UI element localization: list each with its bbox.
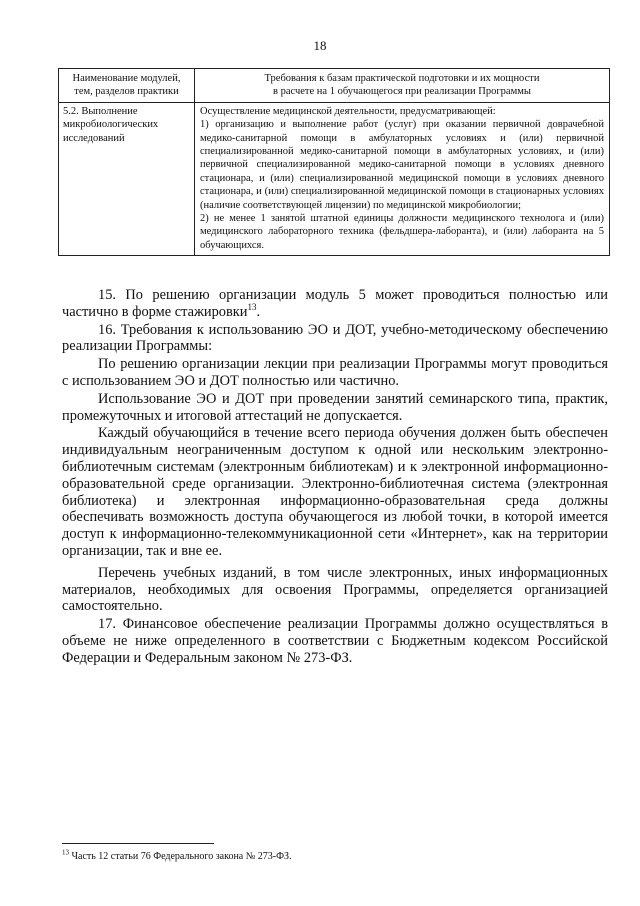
footnote-ref-13[interactable]: 13: [247, 302, 257, 312]
table-row: [59, 102, 610, 255]
paragraph-16: 16. Требования к использованию ЭО и ДОТ, учебно-методическому обеспечению реализации Программы:: [62, 321, 608, 355]
paragraph-list: Перечень учебных изданий, в том числе электронных, иных информационных материалов, необходимых для освоения Программы, определяется организацией самостоятельно.: [62, 564, 608, 615]
header-requirements-line2: в расчете на 1 обучающегося при реализации Программы: [273, 86, 531, 98]
paragraph-seminars: Использование ЭО и ДОТ при проведении занятий семинарского типа, практик, промежуточных и итоговой аттестаций не допускается.: [62, 390, 608, 424]
footnote-divider: [62, 843, 214, 844]
paragraph-access: Каждый обучающийся в течение всего периода обучения должен быть обеспечен индивидуальным неограниченным доступом к одной или нескольким электронно-библиотечным системам (электронным библиотекам) и к электронной информационно-образовательной среде организации. Электронно-библиотечная система (электронная библиотека) и электронная информационно-образовательная среда должны обеспечивать возможность доступа обучающегося из любой точки, в которой имеется доступ к информационно-телекоммуникационной сети «Интернет», как на территории организации, так и вне ее.: [62, 425, 608, 559]
requirements-table: [58, 68, 610, 256]
footnote-text: Часть 12 статьи 76 Федерального закона № 273-ФЗ.: [69, 851, 292, 862]
header-requirements: [195, 69, 610, 103]
module-cell: 5.2. Выполнение микробиологических исследований: [59, 102, 195, 255]
paragraph-15: [62, 287, 608, 321]
page-number: 18: [313, 38, 327, 53]
table-header-row: [59, 69, 610, 103]
footnote: [62, 848, 608, 862]
requirements-intro: Осуществление медицинской деятельности, предусматривающей:: [200, 105, 496, 117]
paragraph-15-text: 15. По решению организации модуль 5 может проводиться полностью или частично в форме стажировки: [62, 287, 608, 320]
body-text: [62, 287, 608, 667]
requirements-item-1: 1) организацию и выполнение работ (услуг) при оказании первичной доврачебной медико-санитарной помощи в амбулаторных условиях и (или) первичной специализированной медико-санитарной помощи в амбулаторных условиях, и (или) первичной специализированной медико-санитарной помощи в условиях дневного стационара, и (или) специализированной медицинской помощи в условиях дневного стационара, и (или) специализированной медицинской помощи в стационарных условиях (наличие соответствующей лицензии) по медицинской микробиологии;: [200, 119, 604, 211]
header-module-name: Наименование модулей, тем, разделов практики: [59, 69, 195, 103]
requirements-cell: [195, 102, 610, 255]
requirements-item-2: 2) не менее 1 занятой штатной единицы должности медицинского технолога и (или) медицинского лабораторного техника (фельдшера-лаборанта), и (или) лаборанта на 5 обучающихся.: [200, 213, 604, 251]
header-requirements-line1: Требования к базам практической подготовки и их мощности: [264, 73, 540, 84]
footnote-mark: 13: [62, 848, 69, 857]
paragraph-lectures: По решению организации лекции при реализации Программы могут проводиться с использованием ЭО и ДОТ полностью или частично.: [62, 356, 608, 389]
paragraph-15-end: .: [256, 303, 261, 320]
paragraph-17: 17. Финансовое обеспечение реализации Программы должно осуществляться в объеме не ниже определенного в соответствии с Бюджетным кодексом Российской Федерации и Федеральным законом № 273-ФЗ.: [62, 616, 608, 666]
